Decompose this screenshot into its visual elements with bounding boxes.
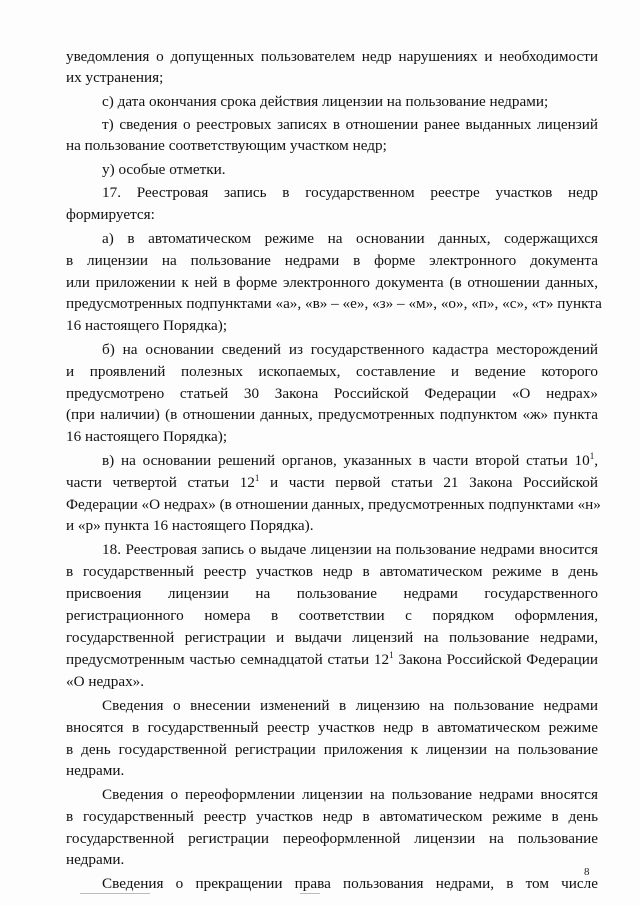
text-line: государственной регистрации переоформленной лицензии на пользование (66, 830, 598, 847)
text-line: а) в автоматическом режиме на основании данных, содержащихся (102, 230, 598, 247)
text-line: в лицензии на пользование недрами в форме электронного документа (66, 252, 598, 269)
text-line: у) особые отметки. (102, 161, 226, 178)
text-line: в день государственной регистрации приложения к лицензии на пользование (66, 741, 598, 758)
text-line: предусмотренным частью семнадцатой статьи $12^1$ Закона Российской Федерации (66, 649, 598, 668)
scan-artifact (80, 893, 150, 894)
text-line: предусмотрено статьей 30 Закона Российской Федерации «О недрах» (66, 385, 598, 402)
text-line: их устранения; (66, 69, 164, 86)
text-line: в государственный реестр участков недр в автоматическом режиме в день (66, 563, 598, 580)
text-line: (при наличии) (в отношении данных, предусмотренных подпунктом «ж» пункта (66, 406, 598, 423)
text-line: недрами. (66, 762, 125, 779)
text-line: Сведения о прекращении права пользования недрами, в том числе (102, 875, 598, 892)
text-line: недрами. (66, 851, 125, 868)
text-line: государственной регистрации и выдачи лицензий на пользование недрами, (66, 629, 598, 646)
text-line: вносятся в государственный реестр участков недр в автоматическом режиме (66, 719, 598, 736)
text-line: б) на основании сведений из государственного кадастра месторождений (102, 341, 598, 358)
scan-artifact (300, 893, 320, 894)
text-line: присвоения лицензии на пользование недрами государственного (66, 585, 598, 602)
text-line: или приложении к ней в форме электронного документа (в отношении данных, (66, 274, 598, 291)
text-line: 16 настоящего Порядка); (66, 317, 228, 334)
text-line: 18. Реестровая запись о выдаче лицензии на пользование недрами вносится (102, 541, 598, 558)
text-line: формируется: (66, 206, 155, 223)
text-line: в) на основании решений органов, указанных в части второй статьи $10^1$, (102, 450, 598, 469)
text-line: Федерации «О недрах» (в отношении данных, предусмотренных подпунктами «н» (66, 496, 601, 513)
text-line: 16 настоящего Порядка); (66, 428, 228, 445)
text-line: части четвертой статьи $12^1$ и части первой статьи 21 Закона Российской (66, 472, 598, 491)
text-line: «О недрах». (66, 673, 145, 690)
text-line: с) дата окончания срока действия лицензии на пользование недрами; (102, 93, 549, 110)
text-line: Сведения о переоформлении лицензии на пользование недрами вносятся (102, 786, 598, 803)
text-line: т) сведения о реестровых записях в отношении ранее выданных лицензий (102, 116, 598, 133)
text-line: в государственный реестр участков недр в автоматическом режиме в день (66, 808, 598, 825)
text-line: уведомления о допущенных пользователем недр нарушениях и необходимости (66, 48, 598, 65)
text-line: 17. Реестровая запись в государственном реестре участков недр (102, 184, 598, 201)
text-line: на пользование соответствующим участком недр; (66, 137, 387, 154)
text-line: и «р» пункта 16 настоящего Порядка). (66, 517, 314, 534)
text-line: и проявлений полезных ископаемых, составление и ведение которого (66, 363, 598, 380)
text-line: Сведения о внесении изменений в лицензию на пользование недрами (102, 697, 598, 714)
page-number: 8 (584, 866, 590, 878)
text-line: регистрационного номера в соответствии с порядком оформления, (66, 607, 598, 624)
text-line: предусмотренных подпунктами «а», «в» – «е», «з» – «м», «о», «п», «с», «т» пункта (66, 295, 602, 312)
